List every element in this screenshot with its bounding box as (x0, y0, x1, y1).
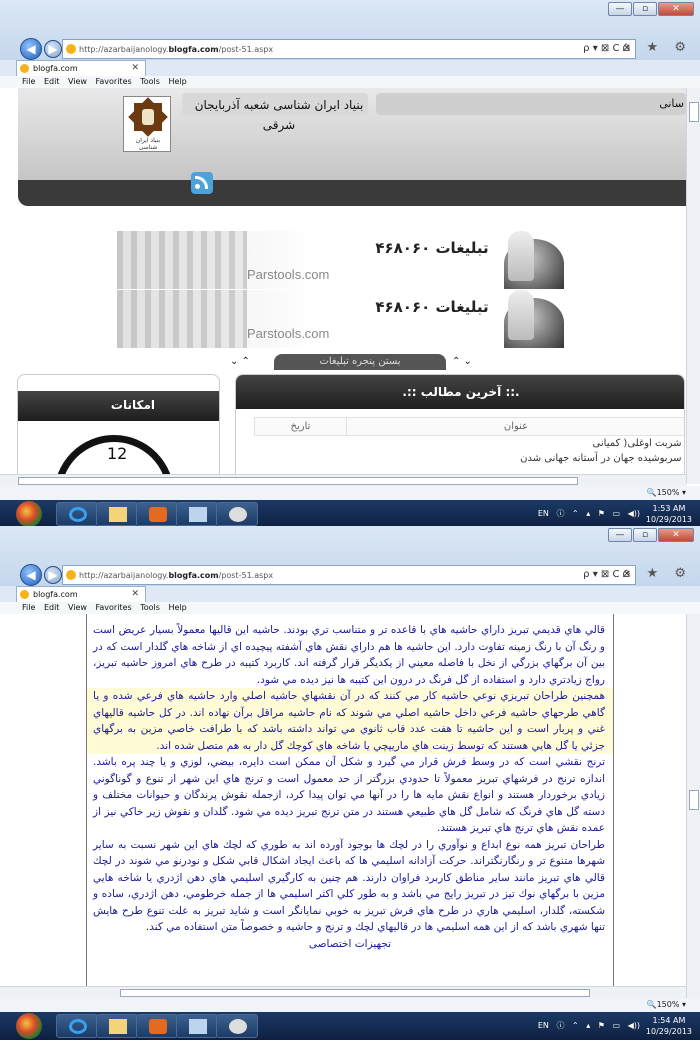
menu-bar (0, 76, 700, 88)
taskbar-explorer[interactable] (96, 1014, 138, 1038)
ad-phone: تبلیغات ۴۶۸۰۶۰ (375, 298, 489, 316)
ad-brand: Parstools.com (247, 326, 330, 341)
app-icon (229, 507, 247, 522)
address-bar[interactable] (62, 39, 636, 59)
zoom-level[interactable]: 🔍150% ▾ (0, 486, 700, 500)
article-body (86, 614, 614, 1010)
taskbar-app[interactable] (216, 1014, 258, 1038)
window-icon (189, 1019, 207, 1034)
screenshot-2 (0, 526, 700, 1051)
article-paragraph: طراحان تبريز همه نوع ابداع و نوآوري را در لچك ها بوجود آورده اند به طوري كه لچك هاي اين شهر نسبت به ساير شهرها متنوع تر و رنگارنگتر‌اند. حركت آزادانه اسليمي ها كه باعث ايجاد اشكال قابي شكل و نودرنو مي شوند در لچك قالي هاي تبريز مانند ساير مناطق كاربرد فراوان دارند. هم چنين به كارگيري اسليمي هاي دهن اژدري يا شاخه هايي مزين با برگهاي نوك تيز در تبريز رايج مي باشد و به طور كلي اكثر اسليمي ها از جمله خرطومي، دهن اژدري، ساده و شكسته، گلدار، اسليمي هاري در طرح هاي فرش تبريز به خوبي نمايانگر است و شايد تبريز به علت تنوع طرح هايش تنها شهري باشد كه از اين همه اسليمي ها در قاليهاي لچك و ترنج و حاشيه و خصوصاً متن استفاده مي كند. (93, 838, 605, 933)
minimize-button[interactable]: — (608, 2, 632, 16)
col-date: تاریخ (255, 418, 347, 436)
url-domain: blogfa.com (168, 571, 219, 580)
clock-time: 1:53 AM (652, 504, 686, 513)
url-prefix: http://azarbaijanology. (79, 45, 169, 54)
col-title: عنوان (347, 418, 686, 436)
window-icon (189, 507, 207, 522)
media-player-icon (149, 1019, 167, 1034)
tab-favicon-icon (20, 590, 29, 599)
taskbar-ie[interactable] (56, 1014, 98, 1038)
ad-phone: تبلیغات ۴۶۸۰۶۰ (375, 239, 489, 257)
close-window-button[interactable]: ✕ (658, 2, 694, 16)
ad-banner-2[interactable] (117, 290, 564, 348)
url-path: /post-51.aspx (218, 571, 274, 580)
table-row (255, 451, 686, 466)
ads-arrows-right[interactable]: ⌃ ⌄ (452, 356, 472, 367)
horizontal-scrollbar[interactable] (0, 474, 686, 486)
url-prefix: http://azarbaijanology. (79, 571, 169, 580)
rss-icon[interactable] (191, 172, 213, 194)
scroll-thumb[interactable] (689, 102, 699, 122)
browser-chrome (0, 0, 700, 64)
tab-close-icon[interactable]: ✕ (131, 63, 139, 73)
ads-arrows-left[interactable]: ⌄ ⌃ (230, 356, 250, 367)
taskbar-clock[interactable] (646, 503, 692, 525)
vertical-scrollbar[interactable] (686, 614, 700, 1010)
logo-caption: بنیاد ایران شناسی (135, 137, 161, 151)
tab-title: blogfa.com (33, 590, 78, 599)
menu-view[interactable]: View (67, 77, 87, 86)
taskbar-media[interactable] (136, 502, 178, 526)
site-header-bottom (18, 180, 686, 206)
menu-view[interactable]: View (67, 603, 87, 612)
vertical-scrollbar[interactable] (686, 88, 700, 484)
ad-brand: Parstools.com (247, 267, 330, 282)
menu-help[interactable]: Help (168, 77, 187, 86)
nav-pill (376, 93, 686, 115)
menu-edit[interactable]: Edit (43, 603, 60, 612)
tab-blogfa[interactable] (16, 586, 146, 602)
taskbar-app[interactable] (216, 502, 258, 526)
close-ads-button[interactable]: بستن پنجره تبلیغات (274, 354, 446, 370)
menu-edit[interactable]: Edit (43, 77, 60, 86)
ie-icon (69, 507, 87, 522)
menu-help[interactable]: Help (168, 603, 187, 612)
taskbar-explorer[interactable] (96, 502, 138, 526)
latest-posts-title: .:: آخرین مطالب ::. (236, 375, 685, 409)
menu-tools[interactable]: Tools (140, 77, 160, 86)
back-button[interactable]: ◀ (20, 38, 42, 60)
site-logo[interactable] (123, 96, 171, 152)
tab-favicon-icon (20, 64, 29, 73)
page-viewport (0, 88, 700, 484)
ad-people-image (117, 290, 247, 348)
maximize-button[interactable]: ▫ (633, 2, 657, 16)
media-player-icon (149, 507, 167, 522)
menu-bar (0, 602, 700, 614)
latest-posts-box (235, 374, 685, 484)
article-paragraph-highlighted: همچنين طراحان تبريزي نوعي حاشيه كار مي كنند كه در آن نقشهاي حاشيه اصلي وارد حاشيه هاي فرعي شده و يا گاهي طرحهاي حاشيه فرعي داخل حاشيه اصلي مي شوند كه نام حاشيه مراقل برآن نهاده اند. در كل حاشيه قاليهاي غني و پربار است و اين حاشيه تا هفت عدد قاب ثانوي مي تواند داشته باشد كه با طرافت خاصي مزين به برگهاي جزئي يا گل هايي هستند كه توسط زينت هاي ماريپچي يا شاخه هاي كوچك گل دار به هم متصل شده اند. (87, 688, 613, 754)
article-paragraph: ترنج نقشي است كه در وسط فرش قرار مي گيرد و شكل آن ممكن است دايره، بيضي، لوزي و يا چند پره باشد. اندازه ترنج در فرشهاي تبريز معمولاً تا حدودي بزرگتر از حد معمول است و ترنج هاي اين شهر از تنوع و گوناگوني زيادي برخوردار هستند و انواع نقش مايه ها را در آنها مي توان پيدا كرد، ازجمله نقوش پرندگان و حيوانات مختلف و دسته گل هاي فرنگ كه شامل گل هاي طبيعي هستند در متن ترنج تبريز ديده مي شود. گلدان و نقوش زير خاكي نيز از عمده نقش هاي ترنج هاي تبريز هستند. (93, 756, 605, 834)
start-button[interactable] (16, 501, 42, 526)
clock-date: 10/29/2013 (645, 515, 692, 524)
menu-file[interactable]: File (22, 77, 36, 86)
clock-number: 12 (107, 444, 128, 463)
forward-button[interactable]: ▶ (44, 40, 62, 58)
address-bar[interactable] (62, 565, 636, 585)
ad-people-image (117, 231, 247, 289)
taskbar-clock[interactable] (646, 1015, 692, 1037)
back-button[interactable]: ◀ (20, 564, 42, 586)
ad-figure-image (508, 290, 534, 340)
windows-taskbar (0, 500, 700, 526)
close-window-button[interactable]: ✕ (658, 528, 694, 542)
taskbar-window[interactable] (176, 1014, 218, 1038)
hscroll-thumb[interactable] (120, 989, 590, 997)
url-path: /post-51.aspx (218, 45, 274, 54)
tab-blogfa[interactable] (16, 60, 146, 76)
post-link[interactable]: سربوشیده جهان در آستانه جهانی شدن (520, 452, 682, 464)
posts-table (254, 417, 685, 466)
post-link[interactable]: شربت اوغلی( کمیانی (592, 437, 682, 449)
clock-date: 10/29/2013 (645, 1027, 692, 1036)
site-favicon-icon (66, 570, 76, 580)
menu-favorites[interactable]: Favorites (95, 77, 132, 86)
footer-link[interactable]: تجهیزات اختصاصی (308, 937, 392, 950)
window-controls (607, 2, 694, 16)
system-tray[interactable]: EN ⓘ ⌃ ▴ ⚑ ▭ ◀)) (537, 509, 640, 518)
app-icon (229, 1019, 247, 1034)
windows-taskbar (0, 1012, 700, 1040)
menu-tools[interactable]: Tools (140, 603, 160, 612)
start-button[interactable] (16, 1013, 42, 1039)
hscroll-thumb[interactable] (18, 477, 578, 485)
horizontal-scrollbar[interactable] (0, 986, 686, 998)
home-favorites-settings-icons[interactable]: ⌂ ★ ⚙ (622, 566, 692, 581)
forward-button[interactable]: ▶ (44, 566, 62, 584)
nav-link[interactable]: سانی (659, 97, 684, 110)
folder-icon (109, 507, 127, 522)
article-paragraph: قالي هاي قديمي تبريز داراي حاشيه هاي با قاعده تر و متناسب تري بودند. حاشيه اين قاليها معمولاً بسيار عريض است و رنگ آن با رنگ زمينه تفاوت دارد. اين حاشيه ها هم داراي نقش هاي آشفته پيچيده اي از شاخه هاي گلدار است كه در بين آن برگهاي بزرگي از نخل با فاصله معيني از يكديگر قرار گرفته اند. كاربرد كتيبه در طرح هاي امروز حاشيه تبريز، رواج زيادتري دارد و استفاده از گل فرنگ در درون اين كتيبه ها نيز ديده مي شود. (93, 624, 605, 686)
ie-icon (69, 1019, 87, 1034)
tab-close-icon[interactable]: ✕ (131, 589, 139, 599)
scroll-thumb[interactable] (689, 790, 699, 810)
table-row (255, 436, 686, 451)
tab-title: blogfa.com (33, 64, 78, 73)
site-favicon-icon (66, 44, 76, 54)
menu-favorites[interactable]: Favorites (95, 603, 132, 612)
ad-banner-1[interactable] (117, 231, 564, 289)
menu-file[interactable]: File (22, 603, 36, 612)
address-tools-icons[interactable]: ρ ▾ ⊠ C ✕ (583, 43, 631, 54)
page-viewport (0, 614, 700, 1010)
address-tools-icons[interactable]: ρ ▾ ⊠ C ✕ (583, 569, 631, 580)
folder-icon (109, 1019, 127, 1034)
browser-chrome (0, 526, 700, 590)
taskbar-ie[interactable] (56, 502, 98, 526)
ad-figure-image (508, 231, 534, 281)
minimize-button[interactable]: — (608, 528, 632, 542)
tab-bar (0, 586, 700, 602)
logo-figure (142, 109, 154, 125)
site-title[interactable]: بنیاد ایران شناسی شعبه آذربایجان شرقی (194, 98, 364, 132)
clock-time: 1:54 AM (652, 1016, 686, 1025)
taskbar-window[interactable] (176, 502, 218, 526)
maximize-button[interactable]: ▫ (633, 528, 657, 542)
ads-close-bar (230, 352, 490, 372)
tab-bar (0, 60, 700, 76)
zoom-level[interactable]: 🔍150% ▾ (0, 998, 700, 1012)
features-title: امکانات (18, 391, 220, 421)
window-controls (607, 528, 694, 542)
home-favorites-settings-icons[interactable]: ⌂ ★ ⚙ (622, 40, 692, 55)
features-box (17, 374, 220, 484)
taskbar-media[interactable] (136, 1014, 178, 1038)
url-domain: blogfa.com (168, 45, 219, 54)
system-tray[interactable]: EN ⓘ ⌃ ▴ ⚑ ▭ ◀)) (537, 1021, 640, 1030)
